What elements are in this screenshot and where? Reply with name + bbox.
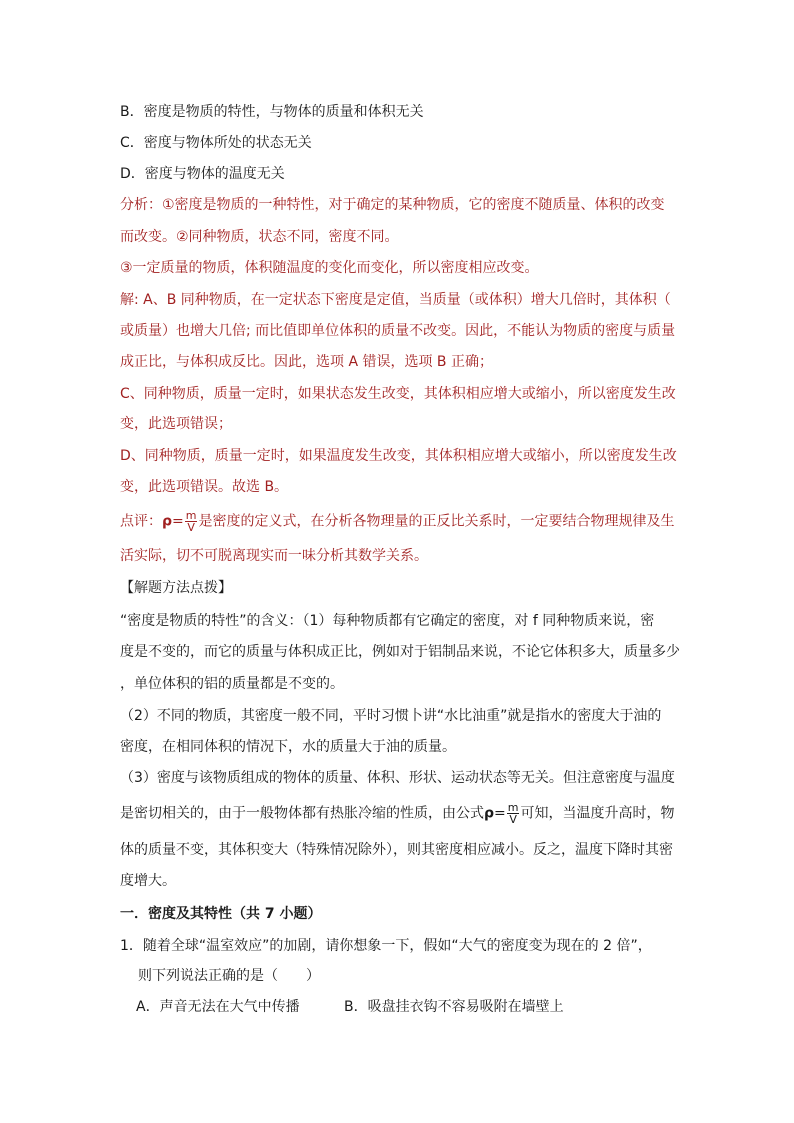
method-p3-line-3: 体的质量不变，其体积变大（特殊情况除外），则其密度相应减小。反之，温度下降时其密 bbox=[120, 842, 673, 858]
fraction-numerator: m bbox=[185, 509, 197, 522]
equals-sign: = bbox=[172, 513, 184, 530]
solution-line-1: 解: A、B 同种物质，在一定状态下密度是定值，当质量（或体积）增大几倍时，其体积（ bbox=[120, 292, 671, 308]
solution-line-4: C、同种物质，质量一定时，如果状态发生改变，其体积相应增大或缩小，所以密度发生改 bbox=[120, 386, 676, 402]
solution-line-6: D、同种物质，质量一定时，如果温度发生改变，其体积相应增大或缩小，所以密度发生改 bbox=[120, 448, 677, 464]
analysis-line-3: ③一定质量的物质，体积随温度的变化而变化，所以密度相应改变。 bbox=[120, 260, 539, 276]
question-1-option-a: A．声音无法在大气中传播 bbox=[136, 999, 300, 1015]
method-p3-line-2 bbox=[120, 802, 674, 825]
method-p1-line-2: 度是不变的，而它的质量与体积成正比，例如对于铝制品来说，不论它体积多大，质量多少 bbox=[120, 644, 680, 660]
method-p2-line-2: 密度，在相同体积的情况下，水的质量大于油的质量。 bbox=[120, 739, 456, 755]
comment-text: 是密度的定义式，在分析各物理量的正反比关系时，一定要结合物理规律及生 bbox=[198, 513, 675, 530]
density-fraction bbox=[507, 802, 520, 825]
comment-prefix: 点评： bbox=[120, 513, 162, 530]
fraction-numerator: m bbox=[507, 801, 519, 814]
comment-line-2: 活实际，切不可脱离现实而一味分析其数学关系。 bbox=[120, 548, 428, 564]
option-d: D．密度与物体的温度无关 bbox=[120, 166, 285, 182]
method-p3-line-4: 度增大。 bbox=[120, 873, 176, 889]
density-symbol: ρ bbox=[484, 805, 495, 822]
solution-line-7: 变，此选项错误。故选 B。 bbox=[120, 479, 289, 495]
density-symbol: ρ bbox=[162, 513, 173, 530]
method-p3-text-b: 可知，当温度升高时，物 bbox=[520, 805, 675, 822]
method-p1-line-1: “密度是物质的特性”的含义：（1）每种物质都有它确定的密度，对 f 同种物质来说，密 bbox=[120, 613, 655, 629]
question-1-option-b: B．吸盘挂衣钩不容易吸附在墙壁上 bbox=[344, 999, 564, 1015]
comment-line-1 bbox=[120, 510, 674, 533]
solution-line-3: 成正比，与体积成反比。因此，选项 A 错误，选项 B 正确； bbox=[120, 354, 493, 370]
analysis-line-1: 分析：①密度是物质的一种特性，对于确定的某种物质，它的密度不随质量、体积的改变 bbox=[120, 197, 665, 213]
method-p2-line-1: （2）不同的物质，其密度一般不同，平时习惯卜讲“水比油重”就是指水的密度大于油的 bbox=[120, 708, 662, 724]
solution-line-2: 或质量）也增大几倍; 而比值即单位体积的质量不改变。因此，不能认为物质的密度与质量 bbox=[120, 323, 676, 339]
question-1-line-2: 则下列说法正确的是（ ） bbox=[138, 968, 320, 984]
fraction-denominator: V bbox=[187, 521, 195, 534]
fraction-denominator: V bbox=[509, 813, 517, 826]
section-title: 一．密度及其特性（共 7 小题） bbox=[120, 906, 322, 922]
method-p1-line-3: ，单位体积的铝的质量都是不变的。 bbox=[120, 676, 344, 692]
analysis-line-2: 而改变。②同种物质，状态不同，密度不同。 bbox=[120, 229, 399, 245]
method-title: 【解题方法点拨】 bbox=[120, 580, 232, 596]
option-b: B．密度是物质的特性，与物体的质量和体积无关 bbox=[120, 104, 424, 120]
equals-sign: = bbox=[494, 805, 506, 822]
method-p3-line-1: （3）密度与该物质组成的物体的质量、体积、形状、运动状态等无关。但注意密度与温度 bbox=[120, 770, 675, 786]
solution-line-5: 变，此选项错误； bbox=[120, 416, 232, 432]
method-p3-text-a: 是密切相关的，由于一般物体都有热胀冷缩的性质，由公式 bbox=[120, 805, 484, 822]
option-c: C．密度与物体所处的状态无关 bbox=[120, 135, 312, 151]
density-fraction bbox=[185, 510, 198, 533]
question-1-line-1: 1．随着全球“温室效应”的加剧，请你想象一下，假如“大气的密度变为现在的 2 倍”， bbox=[120, 938, 652, 954]
